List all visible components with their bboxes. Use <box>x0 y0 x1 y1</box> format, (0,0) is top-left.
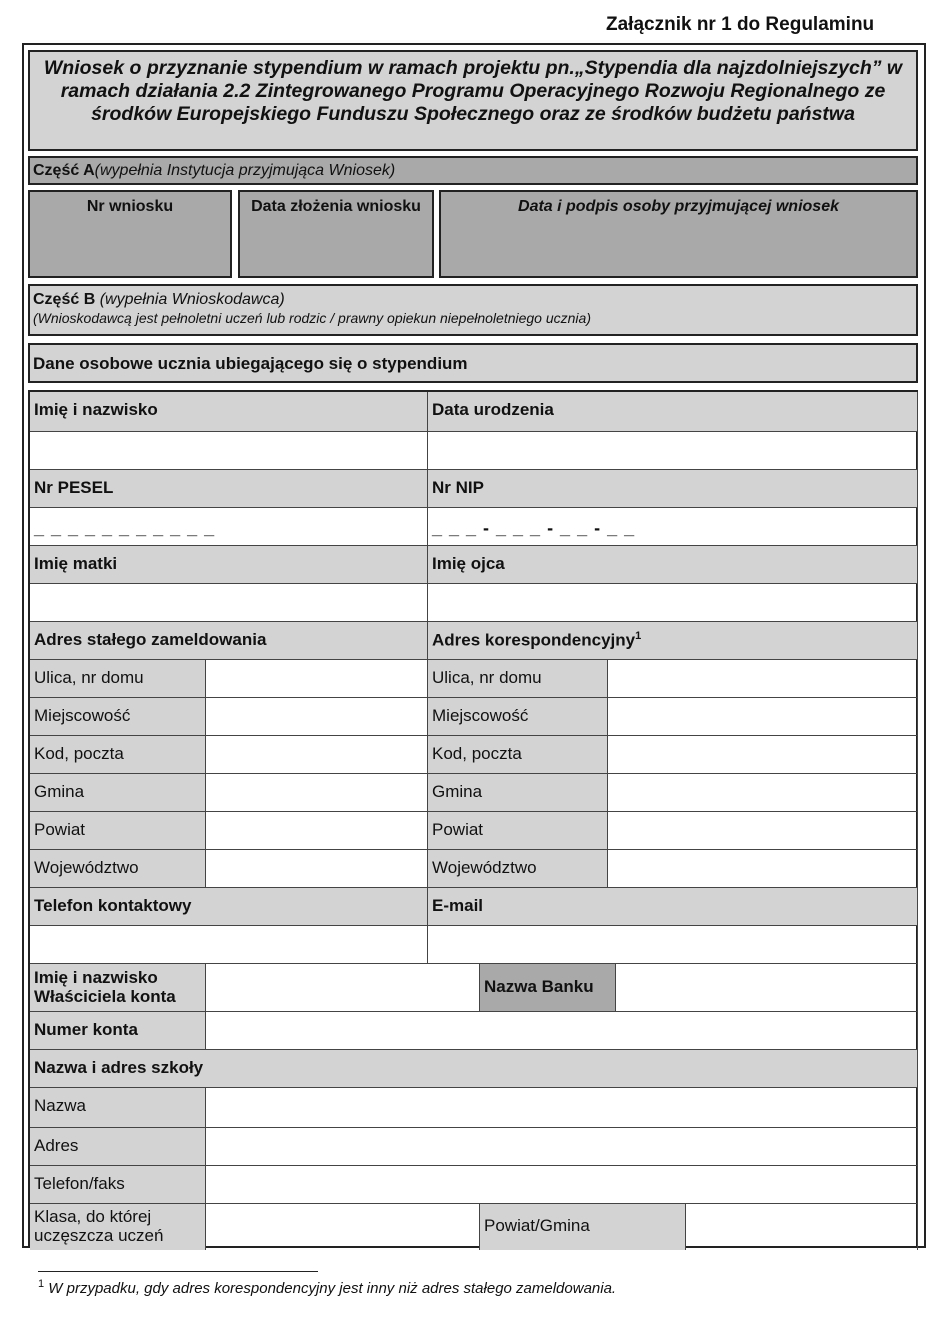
input-numer-konta[interactable] <box>206 1012 918 1050</box>
label-imie-ojca: Imię ojca <box>428 546 918 584</box>
part-b-note: (wypełnia Wnioskodawca) <box>99 291 285 308</box>
part-a-header <box>28 156 918 185</box>
label-klasa: Klasa, do której uczęszcza uczeń <box>30 1204 206 1250</box>
label-wlasciciel: Imię i nazwisko Właściciela konta <box>30 964 206 1012</box>
input-email[interactable] <box>428 926 918 964</box>
label-gmina-1: Gmina <box>30 774 206 812</box>
label-numer-konta: Numer konta <box>30 1012 206 1050</box>
label-imie-matki: Imię matki <box>30 546 428 584</box>
input-wojewodztwo-1[interactable] <box>206 850 428 888</box>
input-telefon[interactable] <box>30 926 428 964</box>
label-gmina-2: Gmina <box>428 774 608 812</box>
footnote <box>38 1278 616 1297</box>
input-powiat-1[interactable] <box>206 812 428 850</box>
input-imie-matki[interactable] <box>30 584 428 622</box>
input-powiat-2[interactable] <box>608 812 918 850</box>
input-miejscowosc-2[interactable] <box>608 698 918 736</box>
part-b-note2: (Wnioskodawcą jest pełnoletni uczeń lub rodzic / prawny opiekun niepełnoletniego ucznia) <box>33 310 591 326</box>
input-nazwa-banku[interactable] <box>616 964 918 1012</box>
label-adres-koresp: Adres korespondencyjny$^1$ <box>428 622 918 660</box>
podpis-cell[interactable]: Data i podpis osoby przyjmującej wniosek <box>439 190 918 278</box>
input-wlasciciel[interactable] <box>206 964 480 1012</box>
label-wojewodztwo-2: Województwo <box>428 850 608 888</box>
input-ulica-1[interactable] <box>206 660 428 698</box>
input-gmina-2[interactable] <box>608 774 918 812</box>
label-adres-szkoly: Adres <box>30 1128 206 1166</box>
label-powiat-1: Powiat <box>30 812 206 850</box>
label-wojewodztwo-1: Województwo <box>30 850 206 888</box>
input-nip[interactable]: _ _ _ - _ _ _ - _ _ - _ _ <box>428 508 918 546</box>
data-zlozenia-cell[interactable]: Data złożenia wniosku <box>238 190 434 278</box>
part-a-note: (wypełnia Instytucja przyjmująca Wniosek) <box>94 162 396 179</box>
label-kod-1: Kod, poczta <box>30 736 206 774</box>
footnote-ref: 1 <box>635 630 642 642</box>
input-klasa[interactable] <box>206 1204 480 1250</box>
input-wojewodztwo-2[interactable] <box>608 850 918 888</box>
label-email: E-mail <box>428 888 918 926</box>
input-data-urodzenia[interactable] <box>428 432 918 470</box>
label-imie-nazwisko: Imię i nazwisko <box>30 392 428 432</box>
label-telefon-faks: Telefon/faks <box>30 1166 206 1204</box>
label-nazwa-szkoly: Nazwa <box>30 1088 206 1128</box>
label-telefon: Telefon kontaktowy <box>30 888 428 926</box>
input-gmina-1[interactable] <box>206 774 428 812</box>
label-pesel: Nr PESEL <box>30 470 428 508</box>
part-b-header <box>28 284 918 336</box>
label-ulica-2: Ulica, nr domu <box>428 660 608 698</box>
label-miejscowosc-2: Miejscowość <box>428 698 608 736</box>
input-imie-nazwisko[interactable] <box>30 432 428 470</box>
part-b-label: Część B <box>33 291 96 308</box>
footnote-text: W przypadku, gdy adres korespondencyjny jest inny niż adres stałego zameldowania. <box>48 1280 617 1297</box>
label-powiat-2: Powiat <box>428 812 608 850</box>
input-imie-ojca[interactable] <box>428 584 918 622</box>
label-adres-stalego: Adres stałego zameldowania <box>30 622 428 660</box>
section-title-personal: Dane osobowe ucznia ubiegającego się o stypendium <box>28 343 918 383</box>
label-nip: Nr NIP <box>428 470 918 508</box>
input-miejscowosc-1[interactable] <box>206 698 428 736</box>
footnote-number: 1 <box>38 1278 45 1290</box>
input-kod-2[interactable] <box>608 736 918 774</box>
personal-data-table <box>28 390 918 1248</box>
nr-wniosku-cell[interactable]: Nr wniosku <box>28 190 232 278</box>
input-ulica-2[interactable] <box>608 660 918 698</box>
input-powiat-gmina[interactable] <box>686 1204 918 1250</box>
label-powiat-gmina: Powiat/Gmina <box>480 1204 686 1250</box>
label-data-urodzenia: Data urodzenia <box>428 392 918 432</box>
annex-label: Załącznik nr 1 do Regulaminu <box>606 14 875 35</box>
label-szkola: Nazwa i adres szkoły <box>30 1050 918 1088</box>
input-nazwa-szkoly[interactable] <box>206 1088 918 1128</box>
input-kod-1[interactable] <box>206 736 428 774</box>
input-pesel[interactable]: _ _ _ _ _ _ _ _ _ _ _ <box>30 508 428 546</box>
label-ulica-1: Ulica, nr domu <box>30 660 206 698</box>
footnote-divider <box>38 1271 318 1272</box>
label-nazwa-banku: Nazwa Banku <box>480 964 616 1012</box>
label-kod-2: Kod, poczta <box>428 736 608 774</box>
input-telefon-faks[interactable] <box>206 1166 918 1204</box>
form-title: Wniosek o przyznanie stypendium w ramach projektu pn.„Stypendia dla najzdolniejszych” w ramach działania 2.2 Zintegrowanego Programu Operacyjnego Rozwoju Regionalnego ze środków Europejskiego Funduszu Społecznego oraz ze środków budżetu państwa <box>28 50 918 151</box>
input-adres-szkoly[interactable] <box>206 1128 918 1166</box>
part-a-label: Część A <box>33 162 95 179</box>
label-miejscowosc-1: Miejscowość <box>30 698 206 736</box>
